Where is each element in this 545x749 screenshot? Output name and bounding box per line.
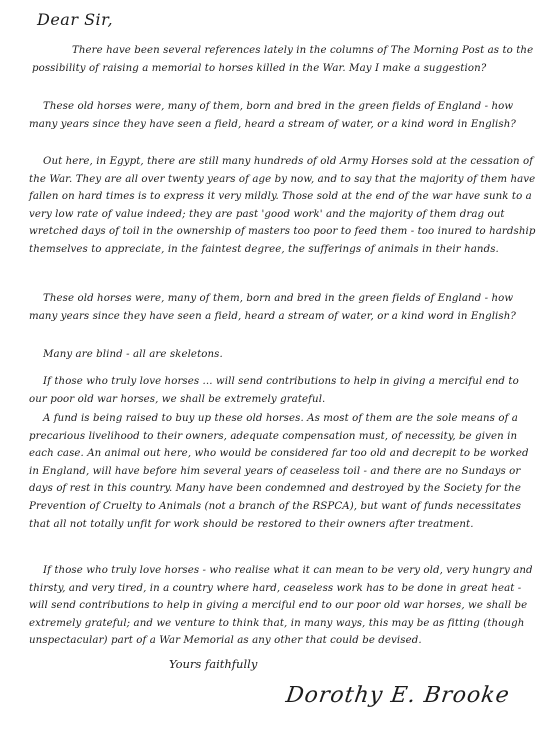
paragraph-fund-raised: A fund is being raised to buy up these old horses. As most of them are the sole means of a precarious livelihood to their owners, adequate compensation must, of necessity, be given in each case. An animal out here, who would be considered far too old and decrepit to be worked in England, will have before him several years of ceaseless toil - and there are no Sundays or days of rest in this country. Many have been condemned and destroyed by the Society for the Prevention of Cruelty to Animals (not a branch of the RSPCA), but want of funds necessitates that all not totally unfit for work should be restored to their owners after treatment.: [29, 413, 529, 530]
paragraph-contributions-long: If those who truly love horses - who realise what it can mean to be very old, very hungry and thirsty, and very tired, in a country where hard, ceaseless work has to be done in great heat - will send contributions to help in giving a merciful end to our poor old war horses, we shall be extremely grateful; and we venture to think that, in many ways, this may be as fitting (though unspectacular) part of a War Memorial as any other that could be devised.: [29, 565, 533, 647]
closing-line: Yours faithfully: [169, 657, 258, 671]
paragraph-green-fields-second: These old horses were, many of them, born and bred in the green fields of England - how many years since they have seen a field, heard a stream of water, or a kind word in English?: [29, 293, 516, 322]
paragraph-contributions-short: If those who truly love horses ... will send contributions to help in giving a merciful end to our poor old war horses, we shall be extremely grateful.: [29, 376, 519, 405]
paragraph-memorial-suggestion: There have been several references lately in the columns of The Morning Post as to the possibility of raising a memorial to horses killed in the War. May I make a suggestion?: [32, 45, 534, 74]
paragraph-green-fields-first: These old horses were, many of them, born and bred in the green fields of England - how many years since they have seen a field, heard a stream of water, or a kind word in English?: [29, 101, 516, 130]
salutation: Dear Sir,: [37, 10, 114, 29]
paragraph-blind-skeletons: Many are blind - all are skeletons.: [43, 349, 223, 360]
signature: Dorothy E. Brooke: [284, 683, 512, 708]
paragraph-egypt-horses: Out here, in Egypt, there are still many hundreds of old Army Horses sold at the cessation of the War. They are all over twenty years of age by now, and to say that the majority of them have fallen on hard times is to express it very mildly. Those sold at the end of the war have sunk to a very low rate of value indeed; they are past 'good work' and the majority of them drag out wretched days of toil in the ownership of masters too poor to feed them - too inured to hardship themselves to appreciate, in the faintest degree, the sufferings of animals in their hands.: [29, 156, 536, 255]
